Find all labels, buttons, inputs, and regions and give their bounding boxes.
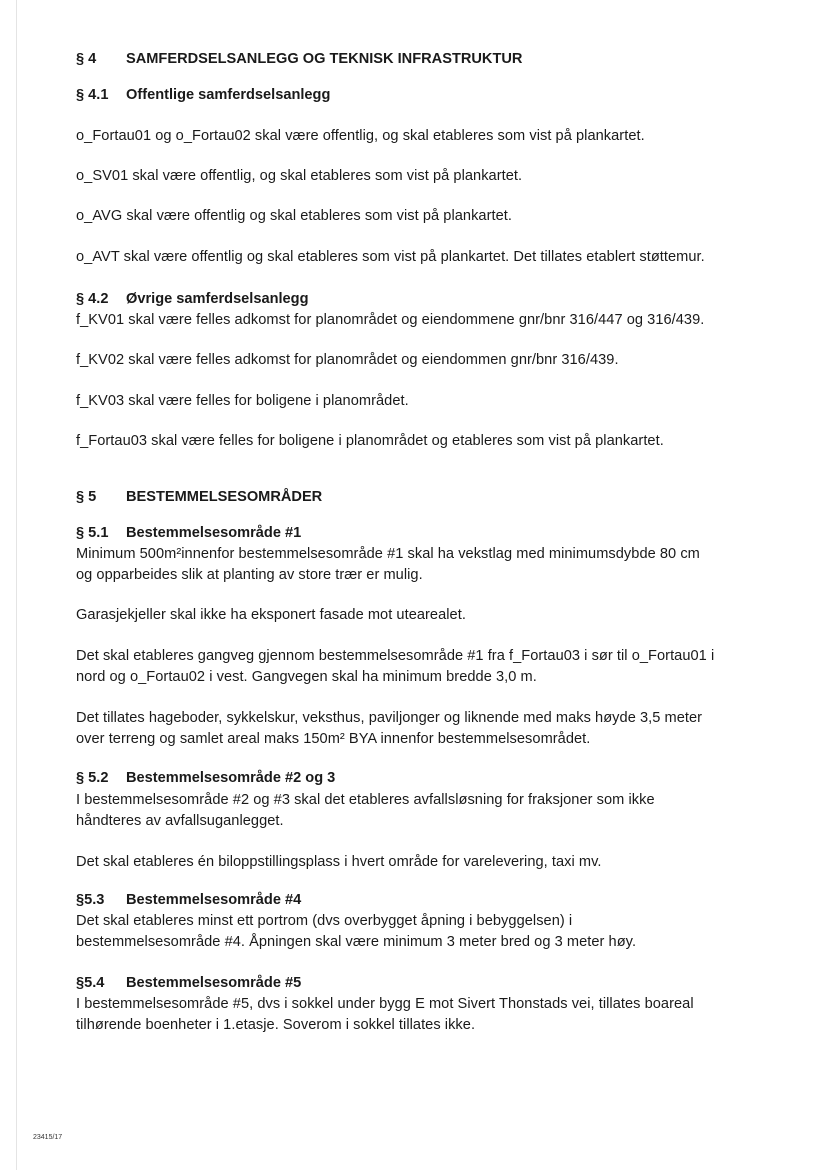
section-5-1-paragraph-2: Garasjekjeller skal ikke ha eksponert fasade mot utearealet. — [76, 607, 466, 623]
section-5-4-title: Bestemmelsesområde #5 — [126, 975, 302, 991]
document-reference-number: 23415/17 — [33, 1134, 63, 1141]
section-5-1-paragraph-3-line-2: nord og o_Fortau02 i vest. Gangvegen skal ha minimum bredde 3,0 m. — [76, 669, 537, 685]
section-4-1-title: Offentlige samferdselsanlegg — [126, 87, 331, 103]
section-5-number: § 5 — [76, 489, 97, 505]
section-5-4-paragraph-1-line-1: I bestemmelsesområde #5, dvs i sokkel under bygg E mot Sivert Thonstads vei, tillates boareal — [76, 996, 694, 1012]
section-5-1-title: Bestemmelsesområde #1 — [126, 525, 302, 541]
section-5-2-title: Bestemmelsesområde #2 og 3 — [126, 770, 336, 786]
section-5-4-number: §5.4 — [76, 975, 105, 991]
section-4-1-number: § 4.1 — [76, 87, 109, 103]
section-5-1-paragraph-3-line-1: Det skal etableres gangveg gjennom bestemmelsesområde #1 fra f_Fortau03 i sør til o_Fortau01 i — [76, 648, 715, 664]
section-4-number: § 4 — [76, 51, 97, 67]
section-5-2-paragraph-1-line-2: håndteres av avfallsuganlegget. — [76, 813, 284, 829]
section-5-1-number: § 5.1 — [76, 525, 109, 541]
section-4-2-paragraph-1: f_KV01 skal være felles adkomst for planområdet og eiendommene gnr/bnr 316/447 og 316/439. — [76, 312, 705, 328]
section-4-2-number: § 4.2 — [76, 291, 109, 307]
section-5-1-paragraph-4-line-1: Det tillates hageboder, sykkelskur, veksthus, paviljonger og liknende med maks høyde 3,5 meter — [76, 710, 703, 726]
section-4-title: SAMFERDSELSANLEGG OG TEKNISK INFRASTRUKTUR — [126, 51, 523, 67]
section-5-3-title: Bestemmelsesområde #4 — [126, 892, 302, 908]
section-4-1-paragraph-4: o_AVT skal være offentlig og skal etableres som vist på plankartet. Det tillates etablert støttemur. — [76, 249, 705, 265]
section-5-2-paragraph-2: Det skal etableres én biloppstillingsplass i hvert område for varelevering, taxi mv. — [76, 854, 602, 870]
section-5-3-paragraph-1-line-2: bestemmelsesområde #4. Åpningen skal være minimum 3 meter bred og 3 meter høy. — [76, 934, 637, 950]
section-5-2-number: § 5.2 — [76, 770, 109, 786]
section-4-1-paragraph-1: o_Fortau01 og o_Fortau02 skal være offentlig, og skal etableres som vist på plankartet. — [76, 128, 645, 144]
section-5-4-paragraph-1-line-2: tilhørende boenheter i 1.etasje. Soverom i sokkel tillates ikke. — [76, 1017, 476, 1033]
section-5-title: BESTEMMELSESOMRÅDER — [126, 489, 323, 505]
section-4-2-paragraph-2: f_KV02 skal være felles adkomst for planområdet og eiendommen gnr/bnr 316/439. — [76, 352, 619, 368]
section-5-3-paragraph-1-line-1: Det skal etableres minst ett portrom (dvs overbygget åpning i bebyggelsen) i — [76, 913, 573, 929]
section-4-1-paragraph-2: o_SV01 skal være offentlig, og skal etableres som vist på plankartet. — [76, 168, 523, 184]
section-5-1-paragraph-1-line-2: og opparbeides slik at planting av store trær er mulig. — [76, 567, 423, 583]
section-5-1-paragraph-1-line-1: Minimum 500m²innenfor bestemmelsesområde #1 skal ha vekstlag med minimumsdybde 80 cm — [76, 546, 700, 562]
scan-edge — [16, 0, 17, 1170]
section-5-3-number: §5.3 — [76, 892, 105, 908]
section-4-1-paragraph-3: o_AVG skal være offentlig og skal etableres som vist på plankartet. — [76, 208, 512, 224]
section-5-2-paragraph-1-line-1: I bestemmelsesområde #2 og #3 skal det etableres avfallsløsning for fraksjoner som ikke — [76, 792, 655, 808]
section-4-2-paragraph-4: f_Fortau03 skal være felles for boligene i planområdet og etableres som vist på plankartet. — [76, 433, 664, 449]
section-4-2-paragraph-3: f_KV03 skal være felles for boligene i planområdet. — [76, 393, 409, 409]
section-5-1-paragraph-4-line-2: over terreng og samlet areal maks 150m² BYA innenfor bestemmelsesområdet. — [76, 731, 591, 747]
section-4-2-title: Øvrige samferdselsanlegg — [126, 291, 309, 307]
